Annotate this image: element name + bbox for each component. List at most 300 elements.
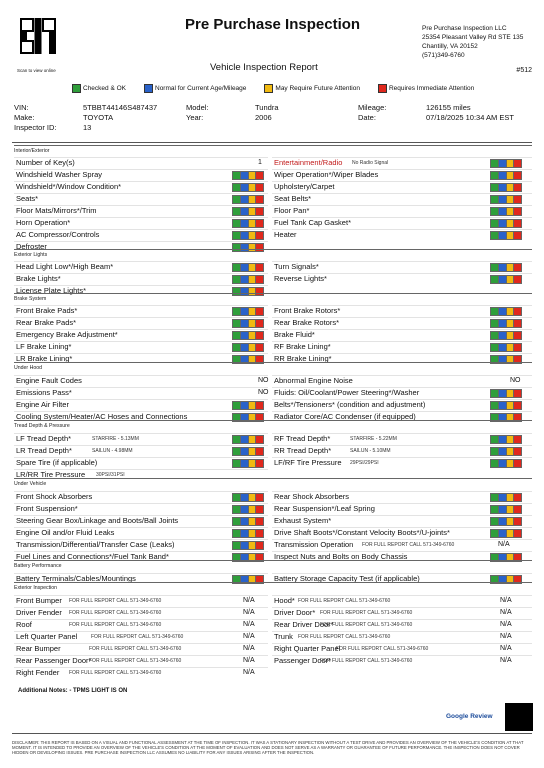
item-label: Upholstery/Carpet	[274, 182, 335, 191]
status-cell	[507, 390, 515, 397]
item-label: Steering Gear Box/Linkage and Boots/Ball Joints	[16, 516, 179, 525]
item-label: Head Light Low*/High Beam*	[16, 262, 114, 271]
row-divider	[272, 205, 532, 206]
status-cell	[507, 530, 515, 537]
status-box	[232, 541, 264, 550]
status-cell	[256, 196, 263, 203]
notes-text: - TPMS LIGHT IS ON	[69, 688, 128, 694]
company-address: 25354 Pleasant Valley Rd STE 135	[422, 34, 524, 41]
green-swatch-icon	[72, 84, 81, 93]
status-cell	[233, 276, 241, 283]
status-cell	[507, 184, 515, 191]
item-label: LR Tread Depth*	[16, 446, 72, 455]
status-cell	[514, 402, 521, 409]
item-label: Emergency Brake Adjustment*	[16, 330, 118, 339]
status-cell	[491, 220, 499, 227]
status-cell	[507, 506, 515, 513]
item-label: Brake Lights*	[16, 274, 61, 283]
status-box	[490, 159, 522, 168]
status-cell	[491, 494, 499, 501]
model-label: Model:	[186, 103, 209, 112]
status-cell	[241, 172, 249, 179]
status-box	[232, 195, 264, 204]
status-cell	[491, 232, 499, 239]
status-box	[490, 505, 522, 514]
na-value: N/A	[243, 621, 255, 628]
item-label: Battery Terminals/Cables/Mountings	[16, 574, 136, 583]
item-label: Engine Air Filter	[16, 400, 69, 409]
status-box	[232, 505, 264, 514]
status-cell	[491, 276, 499, 283]
status-cell	[514, 390, 521, 397]
na-value: N/A	[243, 645, 255, 652]
item-label: Front Brake Pads*	[16, 306, 78, 315]
make-label: Make:	[14, 113, 35, 122]
status-cell	[241, 232, 249, 239]
status-cell	[514, 518, 521, 525]
blue-swatch-icon	[144, 84, 153, 93]
item-label: Floor Pan*	[274, 206, 310, 215]
status-cell	[507, 172, 515, 179]
status-cell	[241, 196, 249, 203]
status-cell	[249, 172, 257, 179]
status-cell	[491, 208, 499, 215]
status-cell	[233, 402, 241, 409]
status-cell	[491, 390, 499, 397]
item-label: Passenger Door*	[274, 656, 332, 665]
status-cell	[241, 344, 249, 351]
status-cell	[514, 506, 521, 513]
item-label: Radiator Core/AC Condenser (if equipped)	[274, 412, 416, 421]
status-cell	[241, 208, 249, 215]
status-cell	[256, 276, 263, 283]
status-cell	[256, 184, 263, 191]
status-cell	[514, 460, 521, 467]
status-box	[232, 529, 264, 538]
company-name: Pre Purchase Inspection LLC	[422, 25, 507, 32]
status-cell	[514, 264, 521, 271]
status-box	[232, 319, 264, 328]
status-cell	[507, 448, 515, 455]
status-cell	[491, 506, 499, 513]
item-value: 1	[258, 159, 262, 166]
legend-normal: Normal for Current Age/Mileage	[144, 84, 246, 93]
status-box	[490, 263, 522, 272]
status-cell	[499, 344, 507, 351]
status-cell	[256, 232, 263, 239]
status-box	[232, 343, 264, 352]
status-cell	[241, 320, 249, 327]
status-cell	[491, 320, 499, 327]
status-cell	[241, 220, 249, 227]
item-label: Roof	[16, 620, 32, 629]
legend-immediate: Requires Immediate Attention	[378, 84, 474, 93]
status-box	[490, 493, 522, 502]
status-box	[490, 517, 522, 526]
item-label: Floor Mats/Mirrors*/Trim	[16, 206, 97, 215]
status-box	[490, 219, 522, 228]
item-label: License Plate Lights*	[16, 286, 87, 295]
status-cell	[514, 220, 521, 227]
item-note: 30PSI/31PSI	[96, 472, 125, 478]
item-label: Rear Shock Absorbers	[274, 492, 350, 501]
item-label: Reverse Lights*	[274, 274, 327, 283]
status-box	[490, 319, 522, 328]
yellow-swatch-icon	[264, 84, 273, 93]
item-label: Horn Operation*	[16, 218, 71, 227]
status-cell	[249, 344, 257, 351]
item-label: Engine Oil and/or Fluid Leaks	[16, 528, 115, 537]
na-value: N/A	[243, 657, 255, 664]
status-cell	[507, 344, 515, 351]
status-cell	[256, 332, 263, 339]
status-box	[490, 331, 522, 340]
status-cell	[249, 436, 257, 443]
status-cell	[491, 402, 499, 409]
status-cell	[233, 506, 241, 513]
na-value: N/A	[500, 633, 512, 640]
item-label: Heater	[274, 230, 297, 239]
status-cell	[507, 264, 515, 271]
info-values-mid	[255, 103, 279, 123]
item-value: NO	[510, 377, 521, 384]
notes-label: Additional Notes:	[18, 688, 68, 694]
item-label: Rear Bumper	[16, 644, 61, 653]
item-note: FOR FULL REPORT CALL 571-349-6760	[69, 670, 162, 676]
row-divider	[272, 595, 532, 596]
item-label: RR Tread Depth*	[274, 446, 332, 455]
status-cell	[249, 494, 257, 501]
item-label: Defroster	[16, 242, 47, 251]
status-box	[232, 401, 264, 410]
status-cell	[491, 436, 499, 443]
status-cell	[241, 402, 249, 409]
item-note: 29PSI/29PSI	[350, 460, 379, 466]
item-label: Engine Fault Codes	[16, 376, 82, 385]
row-divider	[14, 241, 268, 242]
status-cell	[514, 196, 521, 203]
status-cell	[249, 448, 257, 455]
status-box	[232, 231, 264, 240]
status-cell	[499, 494, 507, 501]
info-labels-right	[358, 103, 386, 123]
legend-ok: Checked & OK	[72, 84, 126, 93]
status-cell	[249, 184, 257, 191]
item-label: LR Brake Lining*	[16, 354, 73, 363]
na-value: N/A	[243, 597, 255, 604]
item-note: FOR FULL REPORT CALL 571-349-6760	[89, 646, 182, 652]
na-value: N/A	[500, 609, 512, 616]
na-value: N/A	[500, 645, 512, 652]
status-cell	[491, 172, 499, 179]
item-label: RR Brake Lining*	[274, 354, 332, 363]
status-cell	[514, 276, 521, 283]
report-subtitle: Vehicle Inspection Report	[210, 62, 318, 73]
status-box	[232, 331, 264, 340]
status-cell	[499, 530, 507, 537]
item-note: FOR FULL REPORT CALL 571-349-6760	[69, 622, 162, 628]
status-box	[490, 343, 522, 352]
na-value: N/A	[243, 609, 255, 616]
status-cell	[514, 172, 521, 179]
status-cell	[233, 494, 241, 501]
item-label: Inspect Nuts and Bolts on Body Chassis	[274, 552, 408, 561]
status-cell	[241, 264, 249, 271]
status-cell	[256, 264, 263, 271]
item-label: Brake Fluid*	[274, 330, 315, 339]
legend-future: May Require Future Attention	[264, 84, 360, 93]
status-cell	[256, 172, 263, 179]
status-box	[490, 529, 522, 538]
status-cell	[491, 448, 499, 455]
section-divider	[14, 145, 532, 146]
item-note: FOR FULL REPORT CALL 571-349-6760	[298, 634, 391, 640]
item-label: Driver Fender	[16, 608, 62, 617]
mileage-label: Mileage:	[358, 103, 387, 112]
info-labels-mid	[186, 103, 209, 123]
item-label: Seats*	[16, 194, 39, 203]
item-note: FOR FULL REPORT CALL 571-349-6760	[320, 610, 413, 616]
status-cell	[491, 530, 499, 537]
status-cell	[491, 518, 499, 525]
status-cell	[249, 264, 257, 271]
item-label: Front Suspension*	[16, 504, 78, 513]
item-label: Rear Suspension*/Leaf Spring	[274, 504, 375, 513]
status-cell	[499, 308, 507, 315]
item-note: SAILUN - 5.10MM	[350, 448, 391, 454]
status-cell	[249, 530, 257, 537]
status-cell	[256, 402, 263, 409]
section-label: Brake System	[14, 296, 47, 302]
item-label: Cooling System/Heater/AC Hoses and Connections	[16, 412, 188, 421]
item-label: Front Bumper	[16, 596, 62, 605]
item-label: Battery Storage Capacity Test (if applicable)	[274, 574, 420, 583]
status-cell	[491, 308, 499, 315]
status-cell	[233, 172, 241, 179]
status-cell	[241, 518, 249, 525]
status-box	[232, 435, 264, 444]
item-label: Abnormal Engine Noise	[274, 376, 353, 385]
na-value: N/A	[498, 541, 510, 548]
status-cell	[233, 460, 241, 467]
section-divider	[14, 582, 532, 583]
google-review-link[interactable]: Google Review	[446, 713, 493, 720]
status-cell	[507, 276, 515, 283]
status-cell	[233, 332, 241, 339]
scan-text: Scan to view online	[17, 68, 56, 73]
section-label: Interior/Exterior	[14, 148, 50, 154]
status-cell	[507, 332, 515, 339]
item-note: FOR FULL REPORT CALL 571-349-6760	[336, 646, 429, 652]
model-value: Tundra	[255, 103, 279, 112]
status-cell	[241, 506, 249, 513]
status-cell	[499, 402, 507, 409]
status-cell	[233, 264, 241, 271]
company-phone: (571)349-6760	[422, 52, 465, 59]
section-divider	[14, 560, 532, 561]
status-cell	[499, 390, 507, 397]
status-cell	[241, 436, 249, 443]
section-divider	[14, 293, 532, 294]
status-box	[490, 207, 522, 216]
status-box	[490, 389, 522, 398]
item-label: Fluids: Oil/Coolant/Power Steering*/Washer	[274, 388, 420, 397]
info-values-left	[83, 103, 157, 133]
legend	[72, 84, 474, 93]
vin-value: 5TBBT44146S487437	[83, 103, 158, 112]
section-divider	[14, 249, 532, 250]
mileage-value: 126155 miles	[426, 103, 471, 112]
status-cell	[233, 308, 241, 315]
section-label: Tread Depth & Pressure	[14, 423, 70, 429]
item-label: Fuel Lines and Connections*/Fuel Tank Band*	[16, 552, 169, 561]
status-cell	[249, 208, 257, 215]
inspector-value: 13	[83, 123, 92, 132]
status-box	[232, 219, 264, 228]
status-cell	[241, 460, 249, 467]
qr-code[interactable]	[20, 18, 56, 54]
info-values-right	[426, 103, 514, 123]
google-qr-code[interactable]	[505, 703, 533, 731]
item-label: Rear Driver Door*	[274, 620, 334, 629]
item-label: Turn Signals*	[274, 262, 319, 271]
status-cell	[256, 460, 263, 467]
item-label: Entertainment/Radio	[274, 158, 343, 167]
status-cell	[507, 494, 515, 501]
status-box	[490, 401, 522, 410]
status-box	[232, 207, 264, 216]
section-divider	[14, 362, 532, 363]
report-title: Pre Purchase Inspection	[185, 16, 361, 33]
status-cell	[499, 460, 507, 467]
section-label: Exterior Lights	[14, 252, 48, 258]
item-note: FOR FULL REPORT CALL 571-349-6760	[91, 634, 184, 640]
section-label: Exterior Inspection	[14, 585, 57, 591]
status-cell	[249, 320, 257, 327]
section-label: Under Hood	[14, 365, 42, 371]
item-label: Left Quarter Panel	[16, 632, 78, 641]
status-cell	[233, 344, 241, 351]
item-label: Right Fender	[16, 668, 60, 677]
status-cell	[256, 506, 263, 513]
status-cell	[507, 196, 515, 203]
status-cell	[491, 332, 499, 339]
info-labels-left	[14, 103, 57, 133]
status-cell	[249, 460, 257, 467]
item-label: RF Brake Lining*	[274, 342, 331, 351]
status-cell	[499, 518, 507, 525]
item-label: AC Compressor/Controls	[16, 230, 100, 239]
status-cell	[514, 530, 521, 537]
status-cell	[499, 160, 507, 167]
na-value: N/A	[500, 657, 512, 664]
company-info	[422, 24, 523, 60]
status-cell	[499, 208, 507, 215]
na-value: N/A	[243, 669, 255, 676]
status-cell	[499, 184, 507, 191]
item-label: Front Brake Rotors*	[274, 306, 341, 315]
item-label: Wiper Operation*/Wiper Blades	[274, 170, 379, 179]
status-cell	[507, 220, 515, 227]
status-cell	[514, 332, 521, 339]
item-label: Rear Brake Pads*	[16, 318, 77, 327]
item-label: Right Quarter Panel	[274, 644, 341, 653]
divider	[12, 142, 532, 143]
year-value: 2006	[255, 113, 272, 122]
item-label: Transmission/Differential/Transfer Case (Leaks)	[16, 540, 175, 549]
item-value: NO	[258, 377, 269, 384]
item-label: Spare Tire (if applicable)	[16, 458, 98, 467]
status-cell	[499, 320, 507, 327]
status-cell	[256, 542, 263, 549]
status-box	[490, 231, 522, 240]
year-label: Year:	[186, 113, 204, 122]
status-box	[490, 171, 522, 180]
status-box	[490, 447, 522, 456]
status-cell	[249, 308, 257, 315]
status-cell	[514, 320, 521, 327]
status-cell	[514, 308, 521, 315]
status-cell	[514, 344, 521, 351]
status-box	[232, 243, 264, 252]
status-box	[232, 287, 264, 296]
status-box	[232, 459, 264, 468]
section-label: Under Vehicle	[14, 481, 47, 487]
na-value: N/A	[243, 633, 255, 640]
status-cell	[499, 172, 507, 179]
status-box	[232, 493, 264, 502]
status-cell	[249, 542, 257, 549]
date-label: Date:	[358, 113, 376, 122]
status-cell	[256, 436, 263, 443]
item-note: STARFIRE - 5.22MM	[350, 436, 397, 442]
status-box	[490, 307, 522, 316]
status-cell	[499, 232, 507, 239]
item-note: FOR FULL REPORT CALL 571-349-6760	[69, 598, 162, 604]
status-cell	[491, 196, 499, 203]
status-cell	[249, 506, 257, 513]
status-cell	[233, 320, 241, 327]
status-cell	[249, 518, 257, 525]
section-divider	[14, 478, 532, 479]
status-cell	[256, 220, 263, 227]
status-cell	[514, 436, 521, 443]
section-label: Battery Performance	[14, 563, 62, 569]
status-box	[232, 447, 264, 456]
status-cell	[241, 530, 249, 537]
status-cell	[256, 208, 263, 215]
status-cell	[256, 344, 263, 351]
status-cell	[507, 402, 515, 409]
status-box	[490, 195, 522, 204]
status-cell	[499, 332, 507, 339]
status-cell	[241, 448, 249, 455]
status-cell	[499, 506, 507, 513]
status-cell	[233, 436, 241, 443]
status-box	[490, 183, 522, 192]
item-note: FOR FULL REPORT CALL 571-349-6760	[89, 658, 182, 664]
item-label: Windshield*/Window Condition*	[16, 182, 122, 191]
item-label: Driver Door*	[274, 608, 316, 617]
status-cell	[507, 160, 515, 167]
report-number: #512	[516, 67, 532, 74]
status-cell	[507, 436, 515, 443]
status-box	[490, 275, 522, 284]
status-cell	[507, 208, 515, 215]
item-label: Emissions Pass*	[16, 388, 72, 397]
item-label: Fuel Tank Cap Gasket*	[274, 218, 351, 227]
item-label: Rear Passenger Door*	[16, 656, 92, 665]
